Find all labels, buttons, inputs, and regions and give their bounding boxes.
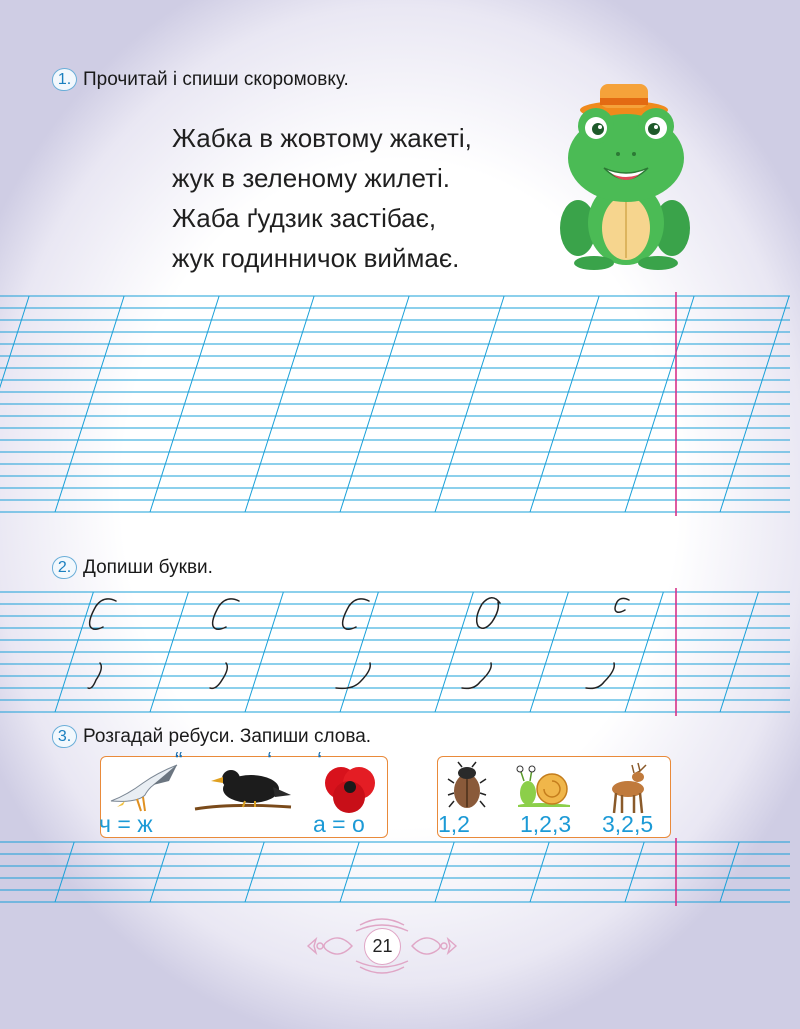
rebus-2-caption-3: 3,2,5 <box>602 811 654 837</box>
rebus-1-caption-right: а = о <box>313 811 365 837</box>
rebus-2-caption-2: 1,2,3 <box>520 811 572 837</box>
task-2 <box>52 556 213 579</box>
snail-icon <box>514 763 574 809</box>
poem-line-2: жук в зеленому жилеті. <box>172 163 450 193</box>
deer-icon <box>602 759 658 815</box>
task-1-number: 1. <box>52 68 77 91</box>
poem-line-4: жук годинничок виймає. <box>172 243 460 273</box>
poppy-icon <box>321 761 379 817</box>
crow-icon <box>193 765 293 813</box>
page-number: 21 <box>364 928 401 965</box>
task-3-number: 3. <box>52 725 77 748</box>
rebus-2 <box>437 756 671 838</box>
seagull-icon <box>107 761 179 813</box>
poem-line-3: Жаба ґудзик застібає, <box>172 203 437 233</box>
task-2-number: 2. <box>52 556 77 579</box>
task-1-instruction: Прочитай і спиши скоромовку. <box>83 68 349 90</box>
rebus-1-quote-2: ‘ <box>267 747 273 773</box>
rebus-1-caption-left: ч = ж <box>99 811 153 837</box>
rebus-1-quote-3: ‘ <box>317 747 323 773</box>
rebus-1 <box>99 747 388 838</box>
beetle-icon <box>446 761 488 811</box>
task-2-instruction: Допиши букви. <box>83 556 213 578</box>
task-3-instruction: Розгадай ребуси. Запиши слова. <box>83 725 372 747</box>
rebus-1-quote-1: “ <box>175 747 183 773</box>
poem-line-1: Жабка в жовтому жакеті, <box>172 123 472 153</box>
task-3 <box>52 725 371 748</box>
rebus-2-caption-1: 1,2 <box>438 811 470 837</box>
